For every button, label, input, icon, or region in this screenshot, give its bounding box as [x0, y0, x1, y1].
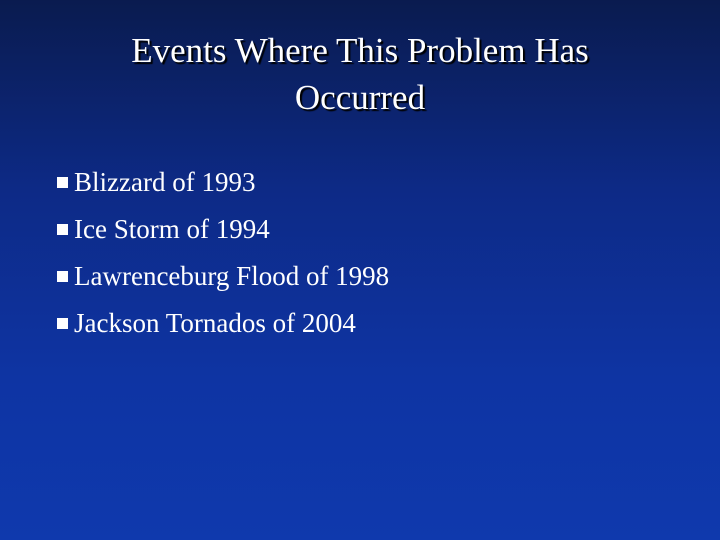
square-bullet-icon [57, 177, 68, 188]
slide-title: Events Where This Problem Has Occurred [131, 31, 589, 117]
square-bullet-icon [57, 318, 68, 329]
list-item-text: Ice Storm of 1994 [74, 214, 270, 244]
square-bullet-icon [57, 271, 68, 282]
list-item-text: Lawrenceburg Flood of 1998 [74, 261, 390, 291]
list-item-text: Jackson Tornados of 2004 [74, 308, 356, 338]
list-item-text: Blizzard of 1993 [74, 167, 256, 197]
square-bullet-icon [57, 224, 68, 235]
